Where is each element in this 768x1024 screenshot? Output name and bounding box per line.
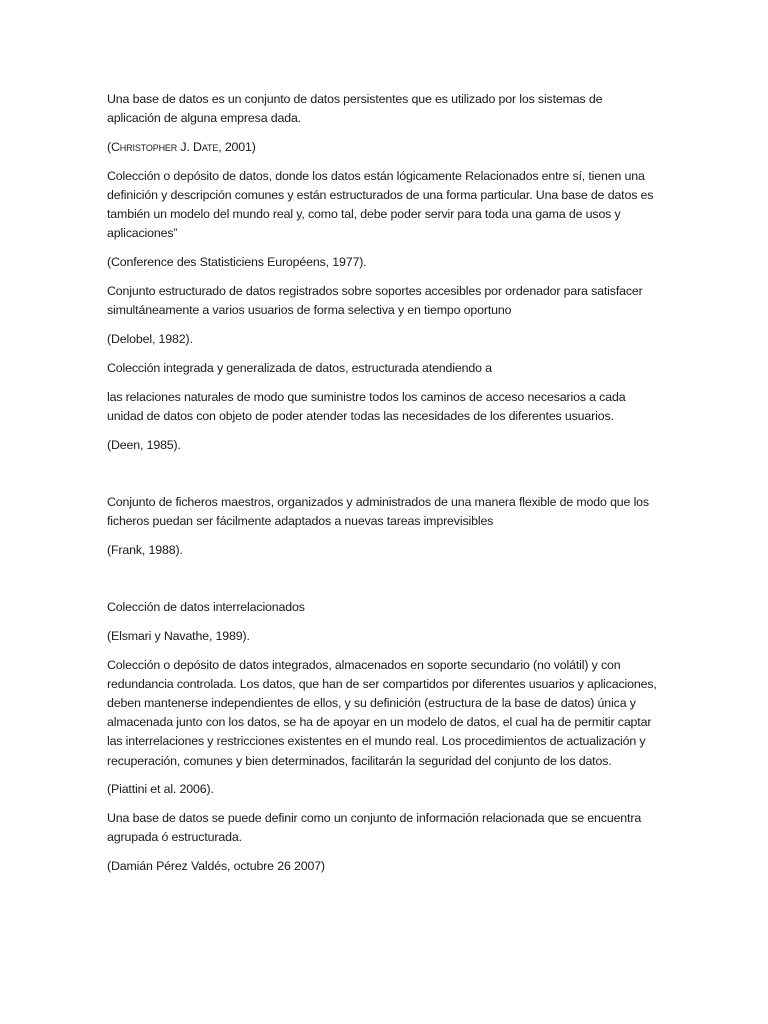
definition-delobel: Conjunto estructurado de datos registrados sobre soportes accesibles por ordenador para satisfacer simultáneamente a varios usuarios de forma selectiva y en tiempo oportuno [107,284,643,318]
citation-frank: (Frank, 1988). [107,542,183,557]
citation-conference: (Conference des Statisticiens Européens, 1977). [107,255,367,270]
citation-elsmari: (Elsmari y Navathe, 1989). [107,628,250,643]
definition-frank: Conjunto de ficheros maestros, organizados y administrados de una manera flexible de modo que los ficheros puedan ser fácilmente adaptados a nuevas tareas imprevisibles [107,494,649,528]
definition-conference: Colección o depósito de datos, donde los datos están lógicamente Relacionados entre sí, tienen una definición y descripción comunes y están estructurados de una forma particular. Una base de datos es también un modelo del mundo real y, como tal, debe poder servir para toda una gama de usos y aplicaciones” [107,168,654,241]
definition-piattini: Colección o depósito de datos integrados, almacenados en soporte secundario (no volátil) y con redundancia controlada. Los datos, que han de ser compartidos por diferentes usuarios y aplicaciones, deben mantenerse independientes de ellos, y su definición (estructura de la base de datos) única y almacenada junto con los datos, se ha de apoyar en un modelo de datos, el cual ha de permitir captar las interrelaciones y restricciones existentes en el mundo real. Los procedimientos de actualización y recuperación, comunes y bien determinados, facilitarán la seguridad del conjunto de los datos. [107,657,657,768]
document-body [107,90,659,886]
definition-deen-intro: Colección integrada y generalizada de datos, estructurada atendiendo a [107,360,492,375]
definition-deen-body: las relaciones naturales de modo que suministre todos los caminos de acceso necesarios a cada unidad de datos con objeto de poder atender todas las necesidades de los diferentes usuarios. [107,389,626,423]
citation-perez: (Damián Pérez Valdés, octubre 26 2007) [107,859,325,874]
citation-author: Christopher J. Date [110,140,219,154]
definition-date: Una base de datos es un conjunto de datos persistentes que es utilizado por los sistemas de aplicación de alguna empresa dada. [107,92,603,126]
citation-year: , 2001) [218,140,256,154]
definition-elsmari: Colección de datos interrelacionados [107,600,305,614]
citation-open: ( [107,140,111,154]
definition-perez: Una base de datos se puede definir como un conjunto de información relacionada que se encuentra agrupada ó estructurada. [107,811,642,845]
citation-delobel: (Delobel, 1982). [107,332,193,346]
citation-date [107,138,659,157]
citation-deen: (Deen, 1985). [107,437,181,452]
citation-piattini: (Piattini et al. 2006). [107,782,214,797]
